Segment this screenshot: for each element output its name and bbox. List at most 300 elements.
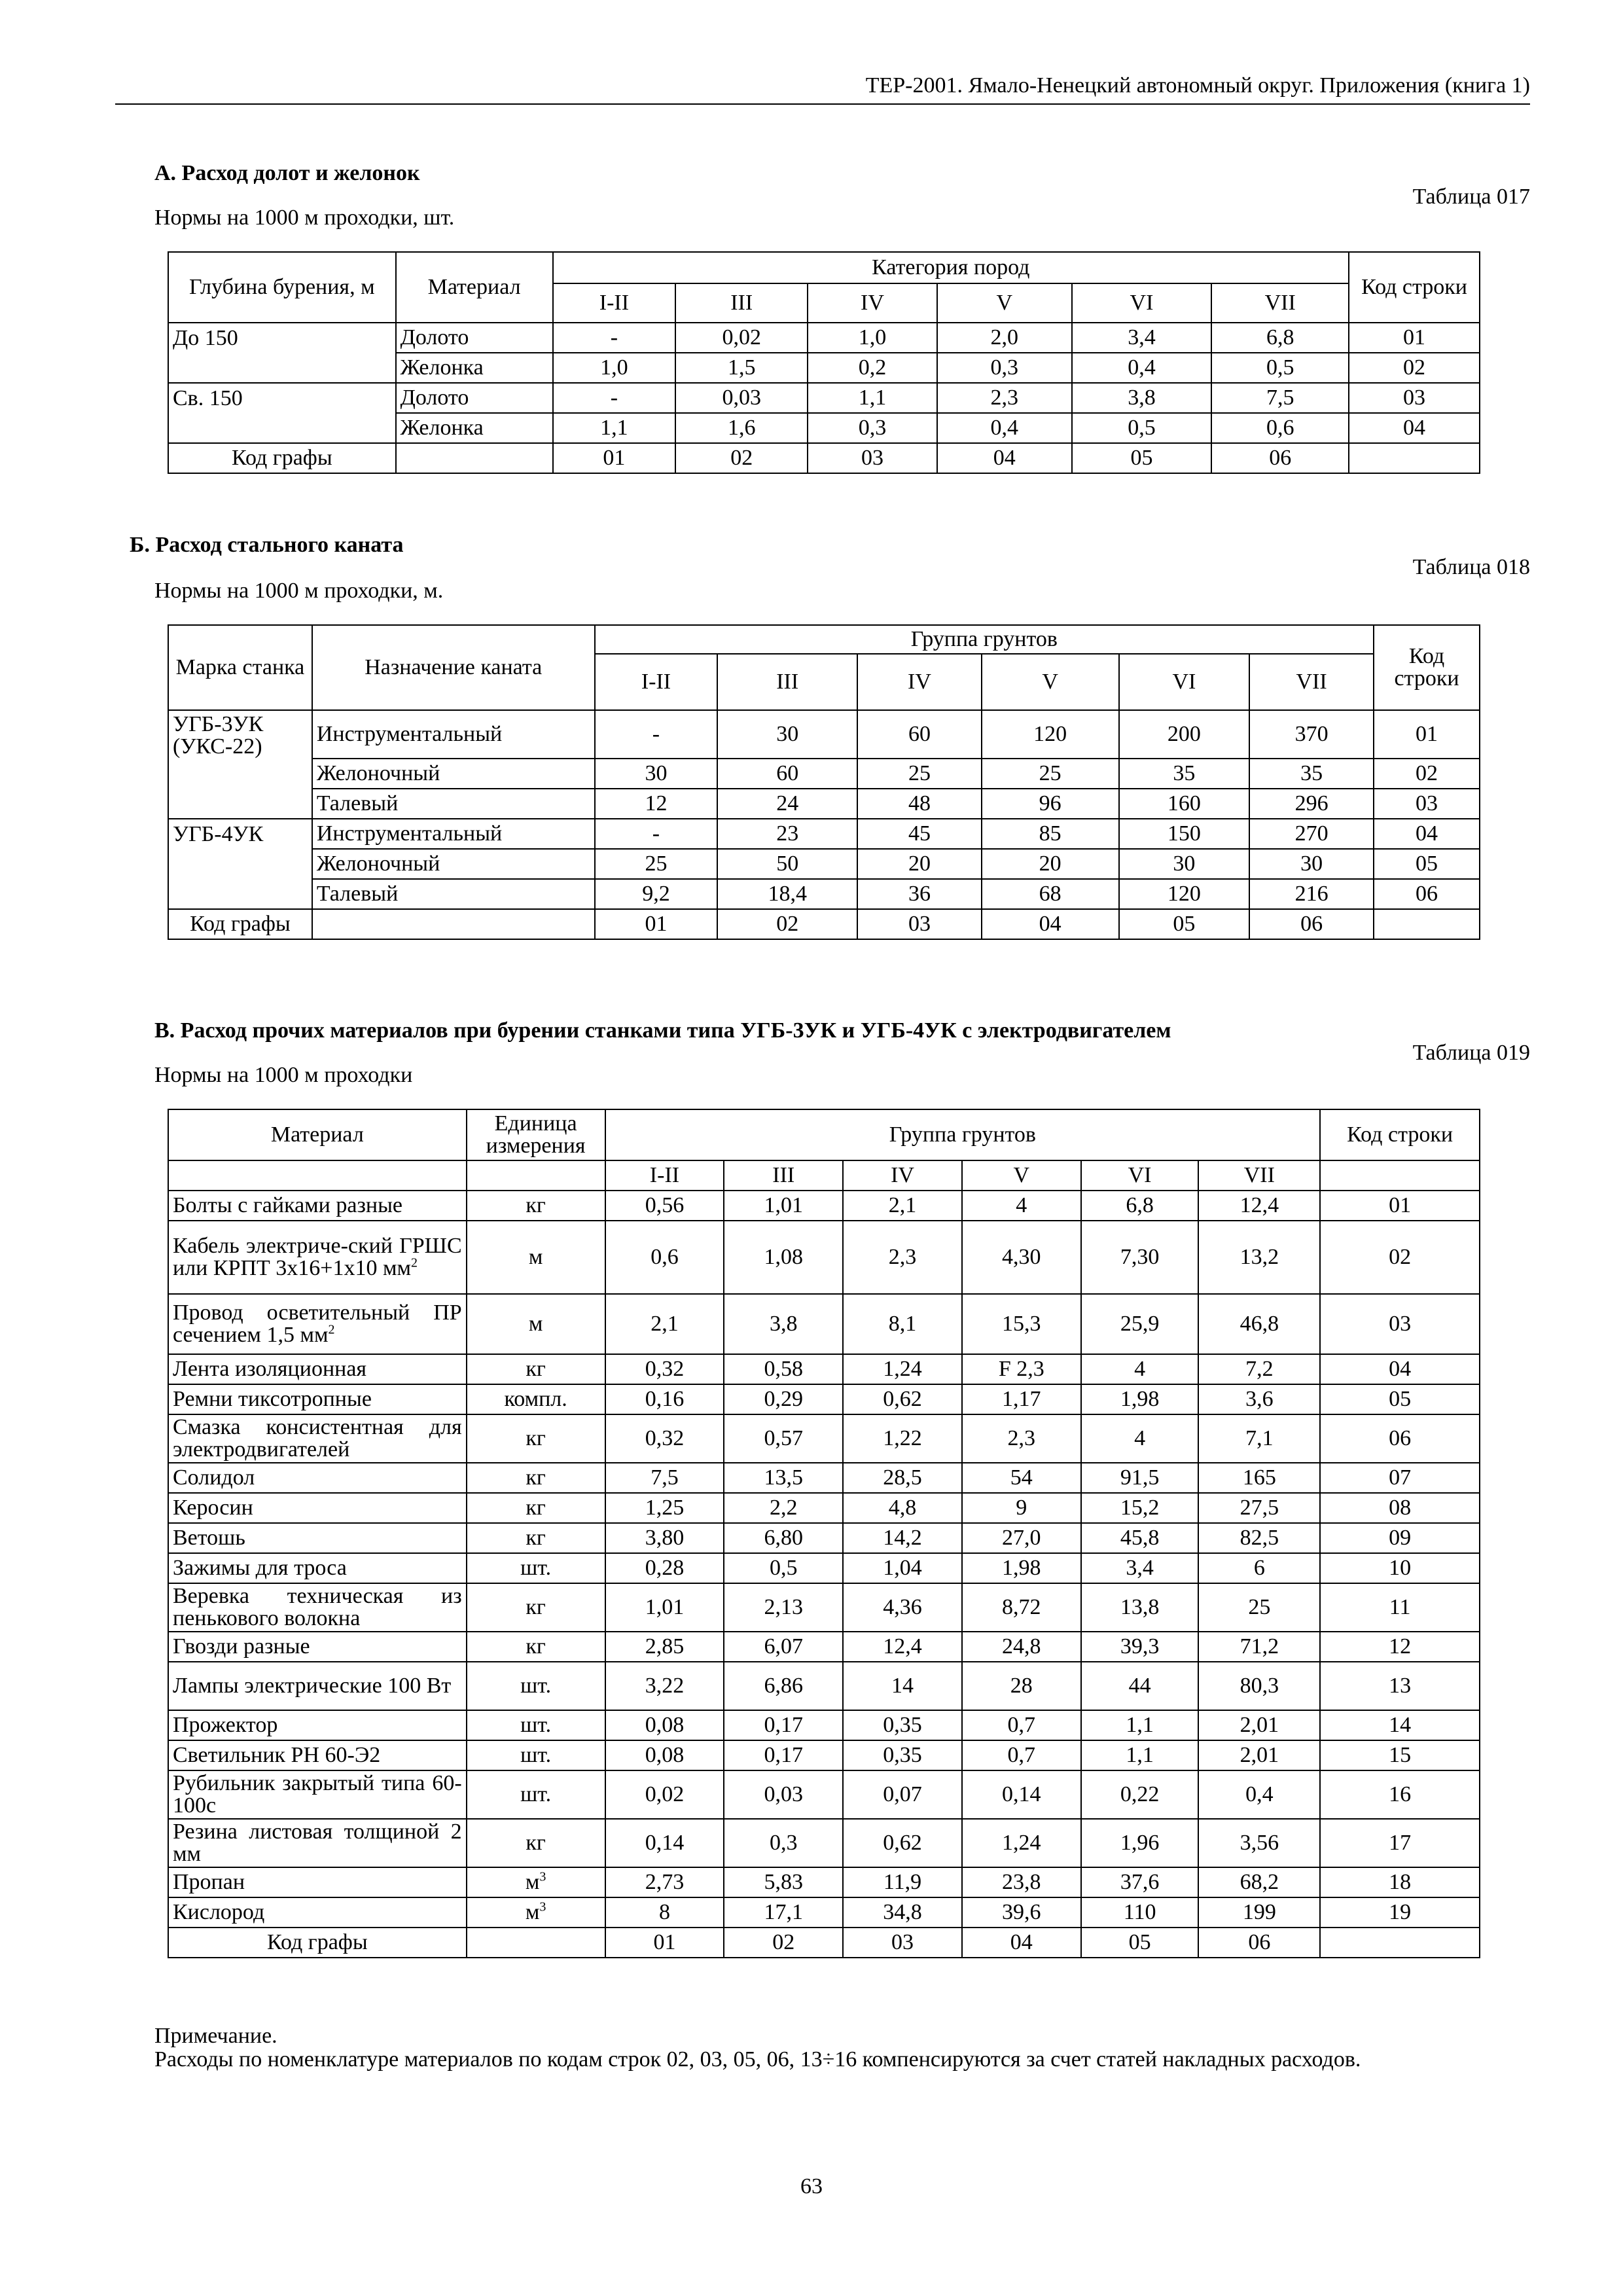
unit-label: компл. xyxy=(504,1387,567,1411)
cell-value: 0,58 xyxy=(724,1354,843,1384)
superscript: 3 xyxy=(539,1899,546,1914)
cell-material xyxy=(168,1740,467,1770)
table-row xyxy=(168,1819,1480,1867)
cell-unit xyxy=(467,1662,605,1710)
cell-machine xyxy=(168,849,312,879)
cell-value: 0,02 xyxy=(605,1770,724,1819)
cell-value: 0,22 xyxy=(1081,1770,1199,1819)
cell-code: 11 xyxy=(1320,1583,1480,1632)
cell-value: 15,2 xyxy=(1081,1493,1199,1523)
cell-value: 39,6 xyxy=(962,1897,1081,1928)
cell-value: 1,04 xyxy=(843,1553,962,1583)
cell-purpose: Инструментальный xyxy=(312,819,595,849)
material-name: Пропан xyxy=(173,1870,245,1894)
footer-code: 04 xyxy=(982,909,1119,939)
cell-value: 0,62 xyxy=(843,1819,962,1867)
footer-empty xyxy=(1320,1928,1480,1958)
cell-value: 0,32 xyxy=(605,1414,724,1463)
cell-value: 0,5 xyxy=(1072,413,1212,443)
cell-value: 44 xyxy=(1081,1662,1199,1710)
cell-value: 3,8 xyxy=(1072,383,1212,413)
cell-value: 0,28 xyxy=(605,1553,724,1583)
cell-unit xyxy=(467,1523,605,1553)
table-row xyxy=(168,1384,1480,1414)
cell-value: 2,3 xyxy=(843,1221,962,1294)
cell-value: 150 xyxy=(1119,819,1250,849)
cell-value: 9 xyxy=(962,1493,1081,1523)
cell-code: 02 xyxy=(1374,759,1480,789)
cell-value: 216 xyxy=(1249,879,1374,909)
material-name: Рубильник закрытый типа 60-100с xyxy=(173,1771,462,1818)
table-019-label: Таблица 019 xyxy=(1412,1041,1530,1065)
cell-code: 04 xyxy=(1349,413,1480,443)
unit-label: кг xyxy=(526,1357,546,1381)
cell-value: 30 xyxy=(1249,849,1374,879)
cell-value: 0,17 xyxy=(724,1710,843,1740)
material-name: Гвозди разные xyxy=(173,1634,310,1659)
cell-value: 45,8 xyxy=(1081,1523,1199,1553)
cell-unit xyxy=(467,1632,605,1662)
unit-label: м xyxy=(525,1870,540,1894)
unit-label: кг xyxy=(526,1426,546,1450)
header-code: Код строки xyxy=(1320,1109,1480,1160)
footer-label: Код графы xyxy=(168,909,312,939)
section-a-title: А. Расход долот и желонок xyxy=(154,161,420,185)
cell-value: 25 xyxy=(857,759,982,789)
cell-code: 17 xyxy=(1320,1819,1480,1867)
cell-value: 2,1 xyxy=(605,1294,724,1354)
cell-value: 35 xyxy=(1119,759,1250,789)
cell-value: 1,01 xyxy=(605,1583,724,1632)
cell-value: 46,8 xyxy=(1198,1294,1320,1354)
header-empty xyxy=(467,1160,605,1191)
cell-material xyxy=(168,1463,467,1493)
material-name: Смазка консистентная для электродвигателей xyxy=(173,1415,462,1462)
table-row xyxy=(168,710,1480,759)
cell-code: 03 xyxy=(1349,383,1480,413)
cell-value: 199 xyxy=(1198,1897,1320,1928)
material-name: Прожектор xyxy=(173,1713,278,1737)
cell-value: 0,32 xyxy=(605,1354,724,1384)
cell-value: 1,24 xyxy=(843,1354,962,1384)
cell-value: 0,4 xyxy=(937,413,1072,443)
cell-material xyxy=(168,1819,467,1867)
page-number: 63 xyxy=(800,2174,823,2198)
cell-code: 03 xyxy=(1374,789,1480,819)
cell-value: 1,0 xyxy=(808,323,937,353)
cell-value: 27,0 xyxy=(962,1523,1081,1553)
footer-code: 03 xyxy=(808,443,937,473)
cell-value: 17,1 xyxy=(724,1897,843,1928)
cell-value: 7,5 xyxy=(605,1463,724,1493)
cell-code: 15 xyxy=(1320,1740,1480,1770)
cell-value: 0,3 xyxy=(937,353,1072,383)
table-row xyxy=(168,1414,1480,1463)
table-row xyxy=(168,1191,1480,1221)
cell-unit xyxy=(467,1740,605,1770)
cell-value: 0,02 xyxy=(675,323,808,353)
cell-value: 60 xyxy=(717,759,857,789)
cell-value: 5,83 xyxy=(724,1867,843,1897)
cell-value: 2,2 xyxy=(724,1493,843,1523)
material-name: Керосин xyxy=(173,1496,253,1520)
col-header: V xyxy=(982,654,1119,710)
cell-value: 0,2 xyxy=(808,353,937,383)
cell-value: 200 xyxy=(1119,710,1250,759)
cell-code: 09 xyxy=(1320,1523,1480,1553)
cell-value: 1,1 xyxy=(553,413,676,443)
cell-value: 71,2 xyxy=(1198,1632,1320,1662)
cell-material: Желонка xyxy=(396,353,553,383)
page-header: ТЕР-2001. Ямало-Ненецкий автономный округ. Приложения (книга 1) xyxy=(865,73,1530,98)
table-footer-row xyxy=(168,1928,1480,1958)
cell-value: - xyxy=(595,710,718,759)
cell-value: 96 xyxy=(982,789,1119,819)
cell-material xyxy=(168,1191,467,1221)
cell-code: 04 xyxy=(1374,819,1480,849)
material-name: Солидол xyxy=(173,1465,255,1490)
cell-unit xyxy=(467,1294,605,1354)
cell-code: 06 xyxy=(1320,1414,1480,1463)
cell-value: 24,8 xyxy=(962,1632,1081,1662)
section-b-subtitle: Нормы на 1000 м проходки, м. xyxy=(154,579,444,603)
cell-material xyxy=(168,1354,467,1384)
cell-code: 10 xyxy=(1320,1553,1480,1583)
cell-value: 3,8 xyxy=(724,1294,843,1354)
cell-code: 18 xyxy=(1320,1867,1480,1897)
table-row xyxy=(168,789,1480,819)
table-row xyxy=(168,1662,1480,1710)
cell-purpose: Талевый xyxy=(312,789,595,819)
unit-label: кг xyxy=(526,1831,546,1855)
cell-unit xyxy=(467,1819,605,1867)
cell-value: 0,14 xyxy=(962,1770,1081,1819)
cell-value: 2,1 xyxy=(843,1191,962,1221)
material-name: Резина листовая толщиной 2 мм xyxy=(173,1820,462,1866)
cell-value: 0,4 xyxy=(1072,353,1212,383)
cell-value: 50 xyxy=(717,849,857,879)
cell-purpose: Инструментальный xyxy=(312,710,595,759)
cell-code: 05 xyxy=(1374,849,1480,879)
footer-empty xyxy=(467,1928,605,1958)
cell-code: 01 xyxy=(1374,710,1480,759)
cell-value: 3,80 xyxy=(605,1523,724,1553)
unit-label: кг xyxy=(526,1496,546,1520)
cell-value: 0,6 xyxy=(605,1221,724,1294)
cell-value: 1,98 xyxy=(1081,1384,1199,1414)
col-header: I-II xyxy=(553,283,676,323)
cell-unit xyxy=(467,1384,605,1414)
cell-value: 0,62 xyxy=(843,1384,962,1414)
cell-value: 4 xyxy=(1081,1354,1199,1384)
cell-value: 23 xyxy=(717,819,857,849)
cell-value: 0,3 xyxy=(808,413,937,443)
cell-value: 165 xyxy=(1198,1463,1320,1493)
cell-value: 23,8 xyxy=(962,1867,1081,1897)
cell-value: 68 xyxy=(982,879,1119,909)
footer-code: 06 xyxy=(1198,1928,1320,1958)
cell-value: - xyxy=(553,323,676,353)
material-name: Веревка техническая из пенькового волокна xyxy=(173,1584,462,1630)
cell-material xyxy=(168,1221,467,1294)
header-unit: Единица измерения xyxy=(467,1109,605,1160)
cell-machine: УГБ-4УК xyxy=(168,819,312,849)
table-row xyxy=(168,1710,1480,1740)
cell-value: 0,35 xyxy=(843,1710,962,1740)
cell-code: 01 xyxy=(1349,323,1480,353)
footer-empty xyxy=(1374,909,1480,939)
cell-value: 3,22 xyxy=(605,1662,724,1710)
cell-value: 13,2 xyxy=(1198,1221,1320,1294)
footer-code: 02 xyxy=(675,443,808,473)
footer-code: 03 xyxy=(857,909,982,939)
cell-value: 7,1 xyxy=(1198,1414,1320,1463)
cell-value: 8,72 xyxy=(962,1583,1081,1632)
cell-depth: До 150 xyxy=(168,323,396,353)
cell-value: 27,5 xyxy=(1198,1493,1320,1523)
cell-code: 07 xyxy=(1320,1463,1480,1493)
cell-code: 05 xyxy=(1320,1384,1480,1414)
col-header: IV xyxy=(808,283,937,323)
header-empty xyxy=(168,1160,467,1191)
table-row xyxy=(168,1523,1480,1553)
cell-value: 82,5 xyxy=(1198,1523,1320,1553)
cell-value: 6,80 xyxy=(724,1523,843,1553)
col-header: V xyxy=(962,1160,1081,1191)
cell-machine xyxy=(168,879,312,909)
cell-material: Желонка xyxy=(396,413,553,443)
header-code: Код строки xyxy=(1374,625,1480,710)
table-row xyxy=(168,819,1480,849)
cell-unit xyxy=(467,1897,605,1928)
col-header: VI xyxy=(1081,1160,1199,1191)
cell-value: 0,4 xyxy=(1198,1770,1320,1819)
unit-label: кг xyxy=(526,1595,546,1619)
cell-value: 25,9 xyxy=(1081,1294,1199,1354)
cell-value: 1,01 xyxy=(724,1191,843,1221)
cell-value: 1,1 xyxy=(1081,1740,1199,1770)
cell-value: 12,4 xyxy=(843,1632,962,1662)
col-header: VII xyxy=(1211,283,1349,323)
cell-value: - xyxy=(595,819,718,849)
table-row xyxy=(168,1632,1480,1662)
cell-value: 4,8 xyxy=(843,1493,962,1523)
cell-value: 7,2 xyxy=(1198,1354,1320,1384)
cell-value: 1,6 xyxy=(675,413,808,443)
note-text: Расходы по номенклатуре материалов по кодам строк 02, 03, 05, 06, 13÷16 компенсируются за счет статей накладных расходов. xyxy=(154,2047,1361,2072)
header-material: Материал xyxy=(396,252,553,323)
cell-value: 0,6 xyxy=(1211,413,1349,443)
cell-unit xyxy=(467,1493,605,1523)
footer-code: 04 xyxy=(937,443,1072,473)
footer-code: 02 xyxy=(724,1928,843,1958)
cell-unit xyxy=(467,1354,605,1384)
cell-value: 1,0 xyxy=(553,353,676,383)
cell-value: 0,7 xyxy=(962,1740,1081,1770)
cell-value: 6,8 xyxy=(1081,1191,1199,1221)
cell-depth: Св. 150 xyxy=(168,383,396,413)
cell-value: 11,9 xyxy=(843,1867,962,1897)
section-c-subtitle: Нормы на 1000 м проходки xyxy=(154,1063,413,1087)
cell-value: 25 xyxy=(982,759,1119,789)
material-name: Кислород xyxy=(173,1900,265,1924)
cell-value: 8 xyxy=(605,1897,724,1928)
superscript: 2 xyxy=(410,1255,418,1270)
cell-value: 1,08 xyxy=(724,1221,843,1294)
cell-unit xyxy=(467,1463,605,1493)
table-017-label: Таблица 017 xyxy=(1412,185,1530,209)
table-footer-row xyxy=(168,443,1480,473)
cell-code: 06 xyxy=(1374,879,1480,909)
col-header: I-II xyxy=(605,1160,724,1191)
cell-value: 1,25 xyxy=(605,1493,724,1523)
cell-code: 02 xyxy=(1320,1221,1480,1294)
table-row xyxy=(168,1770,1480,1819)
cell-value: 0,29 xyxy=(724,1384,843,1414)
cell-code: 08 xyxy=(1320,1493,1480,1523)
footer-code: 05 xyxy=(1081,1928,1199,1958)
cell-value: 0,08 xyxy=(605,1710,724,1740)
header-material: Материал xyxy=(168,1109,467,1160)
col-header: I-II xyxy=(595,654,718,710)
cell-value: 3,6 xyxy=(1198,1384,1320,1414)
col-header: VII xyxy=(1198,1160,1320,1191)
cell-value: 85 xyxy=(982,819,1119,849)
cell-value: 0,3 xyxy=(724,1819,843,1867)
cell-purpose: Желоночный xyxy=(312,759,595,789)
material-name: Светильник РН 60-Э2 xyxy=(173,1743,381,1767)
cell-material xyxy=(168,1523,467,1553)
footer-label: Код графы xyxy=(168,1928,467,1958)
section-a-subtitle: Нормы на 1000 м проходки, шт. xyxy=(154,206,455,230)
header-group: Группа грунтов xyxy=(595,625,1374,654)
cell-material xyxy=(168,1553,467,1583)
material-name: Болты с гайками разные xyxy=(173,1193,403,1217)
cell-depth xyxy=(168,413,396,443)
header-group: Группа грунтов xyxy=(605,1109,1321,1160)
cell-value: 2,13 xyxy=(724,1583,843,1632)
cell-value: 20 xyxy=(857,849,982,879)
table-row xyxy=(168,1463,1480,1493)
cell-unit xyxy=(467,1553,605,1583)
cell-value: 110 xyxy=(1081,1897,1199,1928)
cell-value: 1,96 xyxy=(1081,1819,1199,1867)
cell-value: 91,5 xyxy=(1081,1463,1199,1493)
cell-value: 7,5 xyxy=(1211,383,1349,413)
header-machine: Марка станка xyxy=(168,625,312,710)
cell-value: 1,1 xyxy=(1081,1710,1199,1740)
superscript: 2 xyxy=(328,1322,335,1337)
cell-code: 13 xyxy=(1320,1662,1480,1710)
cell-material xyxy=(168,1632,467,1662)
cell-value: 1,5 xyxy=(675,353,808,383)
table-018 xyxy=(168,624,1480,940)
material-name: Ветошь xyxy=(173,1526,245,1550)
cell-value: 2,73 xyxy=(605,1867,724,1897)
cell-value: 6,86 xyxy=(724,1662,843,1710)
col-header: VI xyxy=(1119,654,1250,710)
cell-material xyxy=(168,1414,467,1463)
cell-material xyxy=(168,1583,467,1632)
cell-value: 3,4 xyxy=(1072,323,1212,353)
cell-value: 0,16 xyxy=(605,1384,724,1414)
cell-value: 0,5 xyxy=(1211,353,1349,383)
table-row xyxy=(168,1867,1480,1897)
col-header: III xyxy=(717,654,857,710)
cell-value: 12 xyxy=(595,789,718,819)
cell-value: F 2,3 xyxy=(962,1354,1081,1384)
superscript: 3 xyxy=(539,1869,546,1884)
cell-material xyxy=(168,1770,467,1819)
cell-value: 0,5 xyxy=(724,1553,843,1583)
cell-value: 1,1 xyxy=(808,383,937,413)
table-018-label: Таблица 018 xyxy=(1412,555,1530,579)
table-row xyxy=(168,1583,1480,1632)
cell-value: 6,07 xyxy=(724,1632,843,1662)
cell-value: 0,17 xyxy=(724,1740,843,1770)
table-row xyxy=(168,1553,1480,1583)
table-footer-row xyxy=(168,909,1480,939)
cell-material: Долото xyxy=(396,323,553,353)
table-row xyxy=(168,1221,1480,1294)
cell-value: 45 xyxy=(857,819,982,849)
cell-value: 0,14 xyxy=(605,1819,724,1867)
header-code: Код строки xyxy=(1349,252,1480,323)
col-header: IV xyxy=(857,654,982,710)
table-row xyxy=(168,849,1480,879)
cell-value: 25 xyxy=(595,849,718,879)
cell-value: 18,4 xyxy=(717,879,857,909)
cell-value: 1,98 xyxy=(962,1553,1081,1583)
cell-code: 03 xyxy=(1320,1294,1480,1354)
cell-code: 01 xyxy=(1320,1191,1480,1221)
table-017 xyxy=(168,251,1480,474)
cell-value: 39,3 xyxy=(1081,1632,1199,1662)
cell-material xyxy=(168,1493,467,1523)
col-header: IV xyxy=(843,1160,962,1191)
material-name: Провод осветительный ПР сечением 1,5 мм xyxy=(173,1300,462,1347)
cell-value: 120 xyxy=(1119,879,1250,909)
footer-code: 05 xyxy=(1072,443,1212,473)
cell-value: 3,56 xyxy=(1198,1819,1320,1867)
header-rule xyxy=(115,103,1530,105)
unit-label: кг xyxy=(526,1526,546,1550)
cell-code: 04 xyxy=(1320,1354,1480,1384)
material-name: Лампы электрические 100 Вт xyxy=(173,1674,452,1698)
cell-value: 37,6 xyxy=(1081,1867,1199,1897)
col-header: VII xyxy=(1249,654,1374,710)
cell-value: 2,3 xyxy=(962,1414,1081,1463)
cell-value: 15,3 xyxy=(962,1294,1081,1354)
footer-code: 04 xyxy=(962,1928,1081,1958)
cell-value: 4 xyxy=(1081,1414,1199,1463)
material-name: Лента изоляционная xyxy=(173,1357,367,1381)
cell-value: 0,07 xyxy=(843,1770,962,1819)
cell-purpose: Талевый xyxy=(312,879,595,909)
unit-label: шт. xyxy=(520,1782,552,1806)
cell-value: 1,22 xyxy=(843,1414,962,1463)
cell-value: 1,24 xyxy=(962,1819,1081,1867)
footer-empty xyxy=(1349,443,1480,473)
table-row xyxy=(168,1354,1480,1384)
cell-value: 9,2 xyxy=(595,879,718,909)
cell-value: 35 xyxy=(1249,759,1374,789)
cell-value: 68,2 xyxy=(1198,1867,1320,1897)
section-b-title: Б. Расход стального каната xyxy=(130,533,404,557)
cell-value: 0,7 xyxy=(962,1710,1081,1740)
table-row xyxy=(168,1493,1480,1523)
cell-code: 12 xyxy=(1320,1632,1480,1662)
